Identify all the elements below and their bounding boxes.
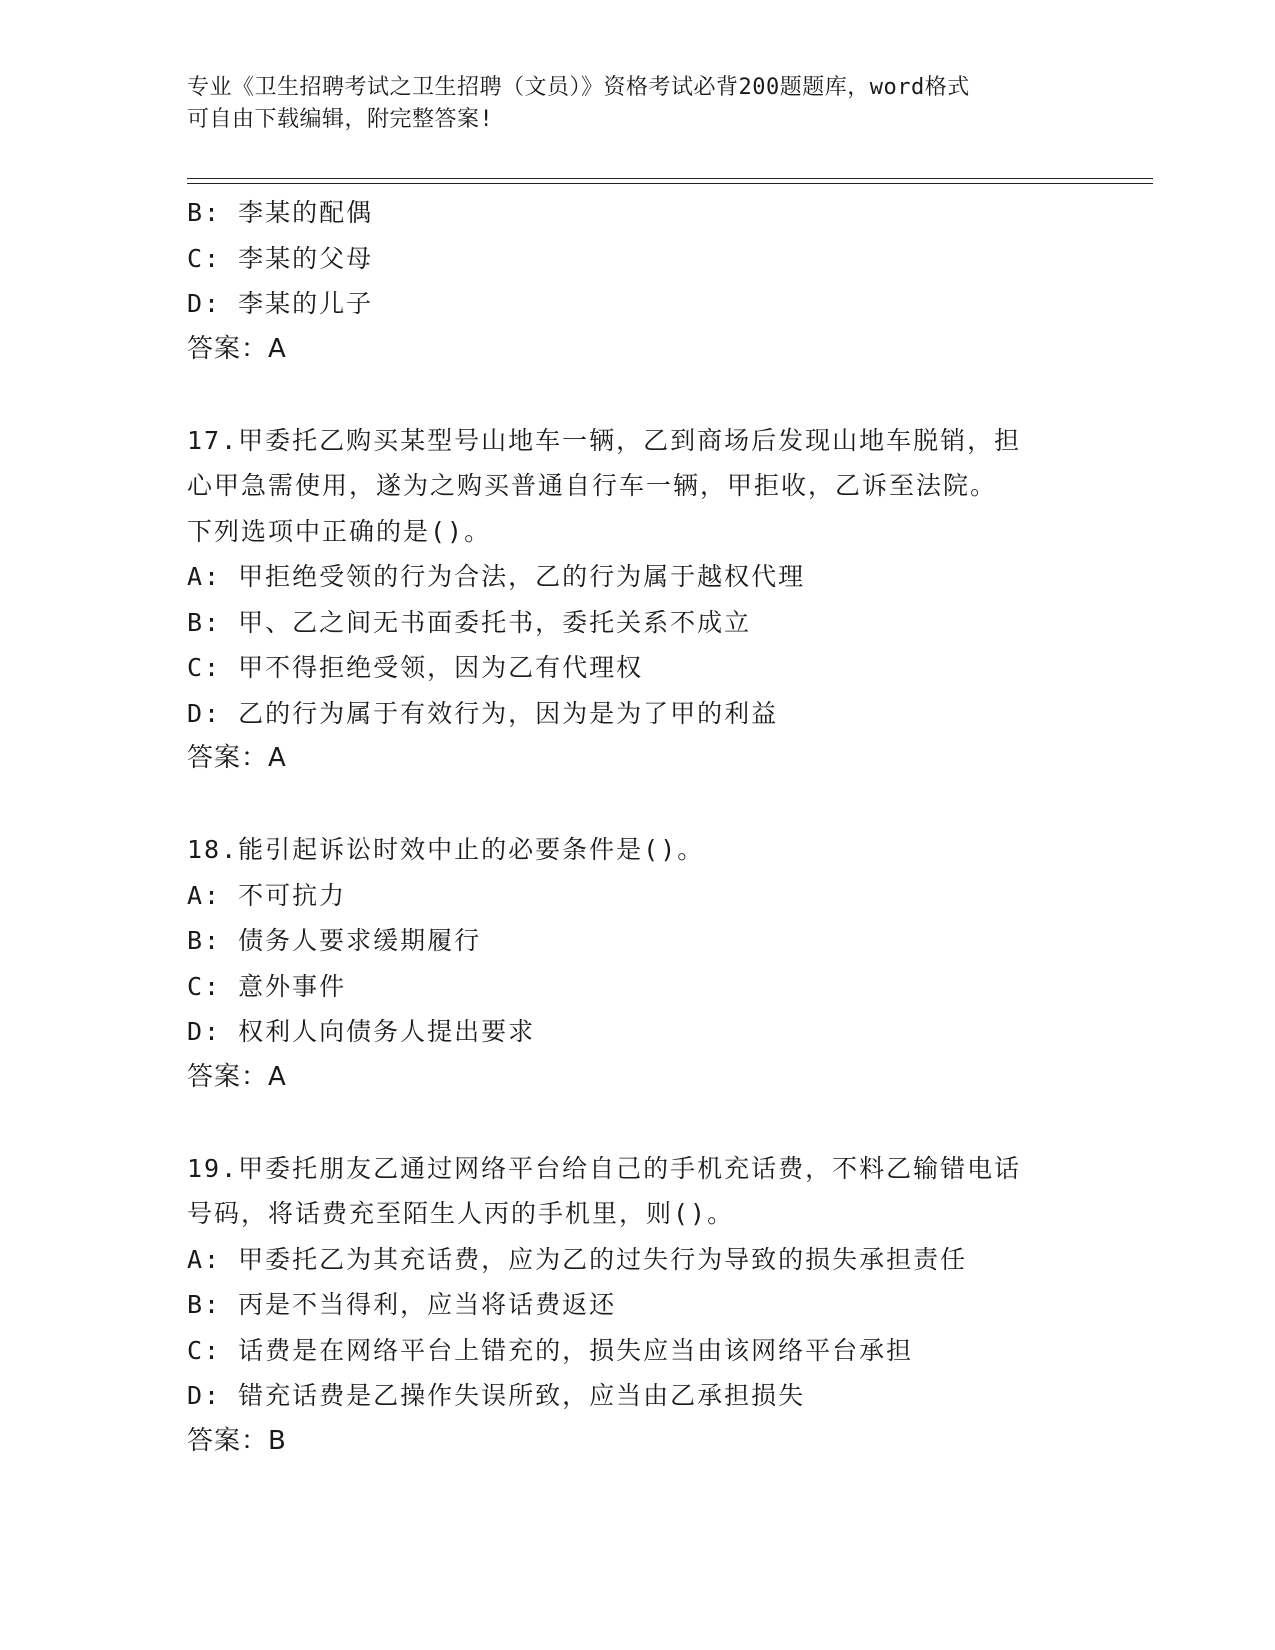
option-item: B: 甲、乙之间无书面委托书，委托关系不成立 <box>187 607 752 637</box>
header-line-2: 可自由下载编辑，附完整答案! <box>187 107 494 132</box>
option-item: C: 李某的父母 <box>187 243 374 273</box>
question-text: 心甲急需使用，遂为之购买普通自行车一辆，甲拒收，乙诉至法院。 <box>187 471 998 500</box>
option-item: C: 话费是在网络平台上错充的，损失应当由该网络平台承担 <box>187 1335 914 1365</box>
answer-line: 答案：A <box>187 743 287 773</box>
header-divider-bottom <box>187 183 1153 184</box>
option-item: B: 丙是不当得利，应当将话费返还 <box>187 1290 617 1319</box>
option-item: C: 甲不得拒绝受领，因为乙有代理权 <box>187 653 644 682</box>
option-item: D: 错充话费是乙操作失误所致，应当由乙承担损失 <box>187 1381 806 1410</box>
question-text: 19.甲委托朋友乙通过网络平台给自己的手机充话费，不料乙输错电话 <box>187 1153 1022 1183</box>
answer-line: 答案：A <box>187 333 287 364</box>
question-text: 下列选项中正确的是()。 <box>187 516 492 546</box>
option-item: B: 债务人要求缓期履行 <box>187 926 482 955</box>
answer-line: 答案：B <box>187 1425 287 1456</box>
spacer <box>187 782 1087 828</box>
option-item: A: 甲拒绝受领的行为合法，乙的行为属于越权代理 <box>187 562 806 591</box>
header-line-1: 专业《卫生招聘考试之卫生招聘（文员）》资格考试必背200题题库，word格式 <box>187 75 970 100</box>
option-item: A: 甲委托乙为其充话费，应为乙的过失行为导致的损失承担责任 <box>187 1244 968 1274</box>
question-list <box>187 190 1087 1464</box>
document-header <box>187 72 1067 136</box>
option-item: D: 乙的行为属于有效行为，因为是为了甲的利益 <box>187 698 779 728</box>
question-text: 17.甲委托乙购买某型号山地车一辆，乙到商场后发现山地车脱销，担 <box>187 425 1022 455</box>
header-divider-top <box>187 178 1153 179</box>
question-text: 号码，将话费充至陌生人丙的手机里，则()。 <box>187 1199 735 1228</box>
answer-line: 答案：A <box>187 1061 287 1092</box>
question-text: 18.能引起诉讼时效中止的必要条件是()。 <box>187 835 705 864</box>
option-item: B: 李某的配偶 <box>187 198 374 227</box>
spacer <box>187 372 1087 418</box>
option-item: A: 不可抗力 <box>187 880 347 910</box>
option-item: D: 权利人向债务人提出要求 <box>187 1017 536 1046</box>
spacer <box>187 1100 1087 1146</box>
option-item: D: 李某的儿子 <box>187 289 374 318</box>
option-item: C: 意外事件 <box>187 971 347 1001</box>
